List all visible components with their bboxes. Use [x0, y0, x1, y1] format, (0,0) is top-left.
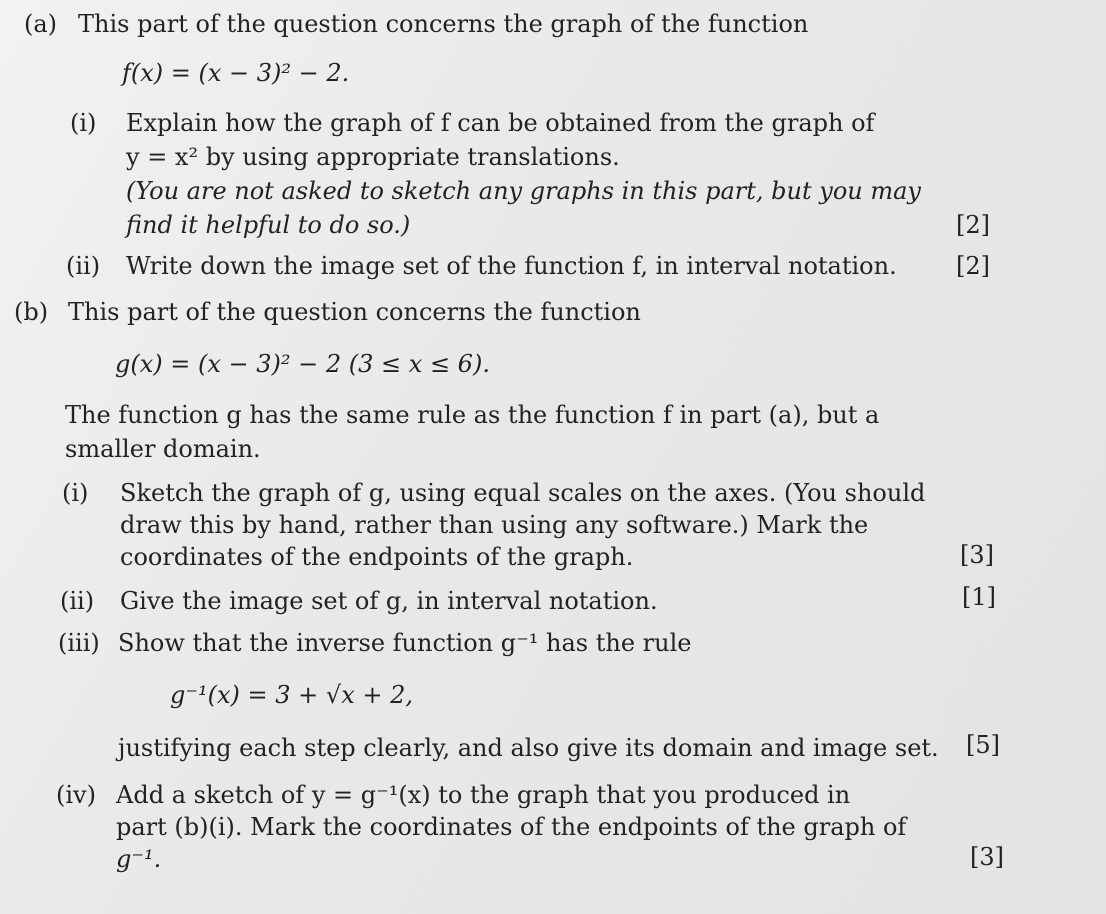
part-b-iv-line3: g⁻¹. — [116, 845, 162, 873]
part-a-i-label: (i) — [70, 109, 97, 137]
part-a-ii-label: (ii) — [66, 252, 101, 280]
part-b-iv-line1: Add a sketch of y = g⁻¹(x) to the graph that you produced in — [116, 781, 851, 809]
part-a-function: f(x) = (x − 3)² − 2. — [122, 59, 350, 87]
part-a-ii-mark: [2] — [956, 252, 990, 280]
part-b-desc-line2: smaller domain. — [65, 435, 261, 463]
part-a-intro: This part of the question concerns the graph of the function — [78, 10, 809, 38]
part-b-iii-line1: Show that the inverse function g⁻¹ has the rule — [118, 629, 692, 657]
part-b-i-mark: [3] — [960, 541, 994, 569]
part-a-i-mark: [2] — [956, 211, 990, 239]
part-b-ii-label: (ii) — [60, 587, 95, 615]
part-b-iv-line2: part (b)(i). Mark the coordinates of the endpoints of the graph of — [116, 813, 907, 841]
part-b-i-line1: Sketch the graph of g, using equal scales on the axes. (You should — [120, 479, 926, 507]
part-b-iii-line2: justifying each step clearly, and also give its domain and image set. — [118, 734, 939, 762]
part-b-iii-mark: [5] — [966, 731, 1000, 759]
part-a-i-note2: find it helpful to do so.) — [126, 211, 411, 239]
part-a-ii-text: Write down the image set of the function f, in interval notation. — [126, 252, 897, 280]
part-a-i-line1: Explain how the graph of f can be obtained from the graph of — [126, 109, 875, 137]
part-b-ii-text: Give the image set of g, in interval notation. — [120, 587, 658, 615]
part-a-i-note1: (You are not asked to sketch any graphs in this part, but you may — [126, 177, 921, 205]
part-b-iii-label: (iii) — [58, 629, 100, 657]
part-b-i-line3: coordinates of the endpoints of the graph. — [120, 543, 634, 571]
part-b-i-label: (i) — [62, 479, 89, 507]
part-a-i-line2: y = x² by using appropriate translations. — [126, 143, 620, 171]
part-b-function: g(x) = (x − 3)² − 2 (3 ≤ x ≤ 6). — [115, 350, 490, 378]
part-a-label: (a) — [24, 10, 58, 38]
part-b-ii-mark: [1] — [962, 583, 996, 611]
part-b-iv-mark: [3] — [970, 843, 1004, 871]
part-b-iv-label: (iv) — [56, 781, 96, 809]
part-b-label: (b) — [14, 298, 49, 326]
part-b-intro: This part of the question concerns the function — [68, 298, 641, 326]
part-b-desc-line1: The function g has the same rule as the function f in part (a), but a — [65, 401, 880, 429]
part-b-i-line2: draw this by hand, rather than using any software.) Mark the — [120, 511, 869, 539]
part-b-iii-formula: g⁻¹(x) = 3 + √x + 2, — [170, 681, 414, 709]
